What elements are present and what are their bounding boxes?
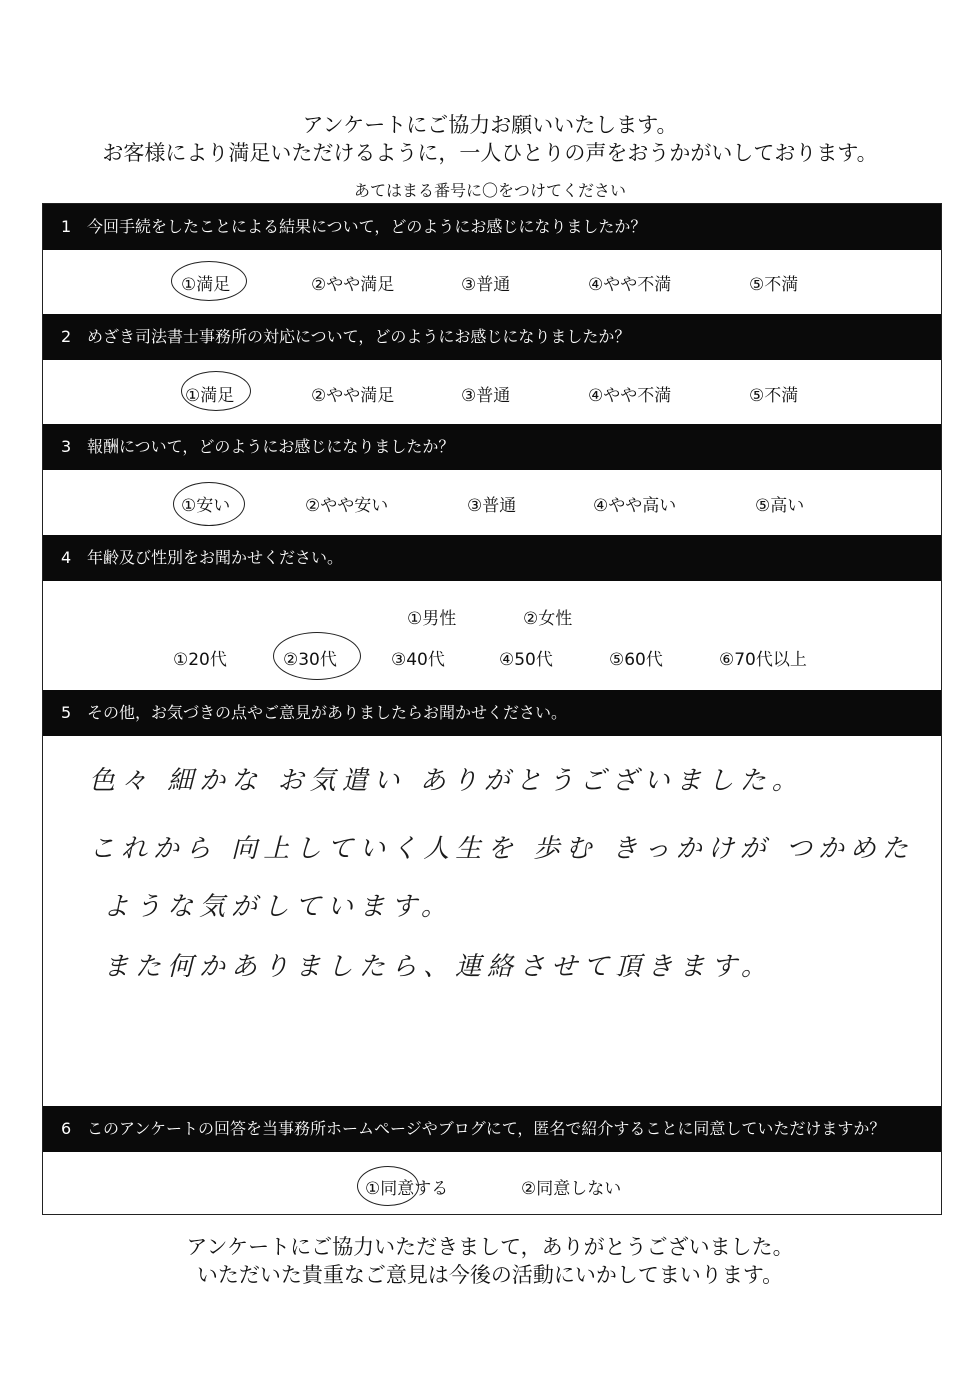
question-number: 6 bbox=[61, 1119, 72, 1138]
selection-circle-mark bbox=[273, 632, 361, 680]
handwritten-line-2: これから 向上していく人生を 歩む きっかけが つかめた bbox=[89, 834, 915, 864]
question-3-header bbox=[43, 424, 941, 470]
option-age-30s[interactable]: ②30代 bbox=[283, 650, 337, 670]
question-text: めざき司法書士事務所の対応について，どのようにお感じになりましたか？ bbox=[87, 327, 631, 346]
question-number: 2 bbox=[61, 327, 72, 346]
option-age-60s[interactable]: ⑤60代 bbox=[609, 650, 663, 670]
option-somewhat-expensive[interactable]: ④やや高い bbox=[593, 496, 677, 516]
question-4-header bbox=[43, 535, 941, 581]
handwritten-line-1: 色々 細かな お気遣い ありがとうございました。 bbox=[89, 766, 804, 796]
option-female[interactable]: ②女性 bbox=[523, 609, 573, 629]
option-neutral[interactable]: ③普通 bbox=[461, 386, 511, 406]
option-neutral[interactable]: ③普通 bbox=[467, 496, 517, 516]
question-text: 年齢及び性別をお聞かせください。 bbox=[87, 548, 344, 567]
option-satisfied[interactable]: ①満足 bbox=[185, 386, 235, 406]
closing-line-1: アンケートにご協力いただきまして，ありがとうございました。 bbox=[186, 1235, 794, 1259]
option-age-50s[interactable]: ④50代 bbox=[499, 650, 553, 670]
question-1-header bbox=[43, 204, 941, 250]
option-age-20s[interactable]: ①20代 bbox=[173, 650, 227, 670]
selection-circle-mark bbox=[171, 261, 247, 301]
selection-circle-mark bbox=[357, 1166, 419, 1206]
handwritten-line-3: ような気がしています。 bbox=[103, 892, 453, 922]
question-number: 4 bbox=[61, 548, 72, 567]
question-text: このアンケートの回答を当事務所ホームページやブログにて，匿名で紹介することに同意していただけますか？ bbox=[87, 1119, 886, 1138]
question-text: その他，お気づきの点やご意見がありましたらお聞かせください。 bbox=[87, 703, 568, 722]
option-somewhat-cheap[interactable]: ②やや安い bbox=[305, 496, 389, 516]
option-satisfied[interactable]: ①満足 bbox=[181, 275, 231, 295]
intro-line-2: お客様により満足いただけるように，一人ひとりの声をおうかがいしております。 bbox=[102, 141, 878, 165]
option-dissatisfied[interactable]: ⑤不満 bbox=[749, 386, 799, 406]
question-number: 3 bbox=[61, 437, 72, 456]
option-agree[interactable]: ①同意する bbox=[365, 1179, 449, 1199]
question-number: 5 bbox=[61, 703, 72, 722]
survey-form bbox=[42, 203, 942, 1215]
option-cheap[interactable]: ①安い bbox=[181, 496, 231, 516]
closing-line-2: いただいた貴重なご意見は今後の活動にいかしてまいります。 bbox=[196, 1263, 784, 1287]
option-somewhat-satisfied[interactable]: ②やや満足 bbox=[311, 275, 395, 295]
option-age-40s[interactable]: ③40代 bbox=[391, 650, 445, 670]
option-dissatisfied[interactable]: ⑤不満 bbox=[749, 275, 799, 295]
question-2-header bbox=[43, 314, 941, 360]
selection-circle-mark bbox=[181, 371, 251, 411]
instruction-text: あてはまる番号に〇をつけてください bbox=[353, 181, 626, 200]
intro-line-1: アンケートにご協力お願いいたします。 bbox=[302, 113, 678, 137]
option-somewhat-dissatisfied[interactable]: ④やや不満 bbox=[588, 386, 672, 406]
handwritten-line-4: また何かありましたら、連絡させて頂きます。 bbox=[103, 952, 773, 982]
option-age-70s-plus[interactable]: ⑥70代以上 bbox=[719, 650, 807, 670]
option-disagree[interactable]: ②同意しない bbox=[521, 1179, 622, 1199]
question-5-header bbox=[43, 690, 941, 736]
option-somewhat-satisfied[interactable]: ②やや満足 bbox=[311, 386, 395, 406]
option-somewhat-dissatisfied[interactable]: ④やや不満 bbox=[588, 275, 672, 295]
question-6-header bbox=[43, 1106, 941, 1152]
question-text: 報酬について，どのようにお感じになりましたか？ bbox=[87, 437, 455, 456]
option-male[interactable]: ①男性 bbox=[407, 609, 457, 629]
option-expensive[interactable]: ⑤高い bbox=[755, 496, 805, 516]
question-text: 今回手続をしたことによる結果について，どのようにお感じになりましたか？ bbox=[87, 217, 647, 236]
question-number: 1 bbox=[61, 217, 72, 236]
selection-circle-mark bbox=[173, 482, 245, 526]
option-neutral[interactable]: ③普通 bbox=[461, 275, 511, 295]
